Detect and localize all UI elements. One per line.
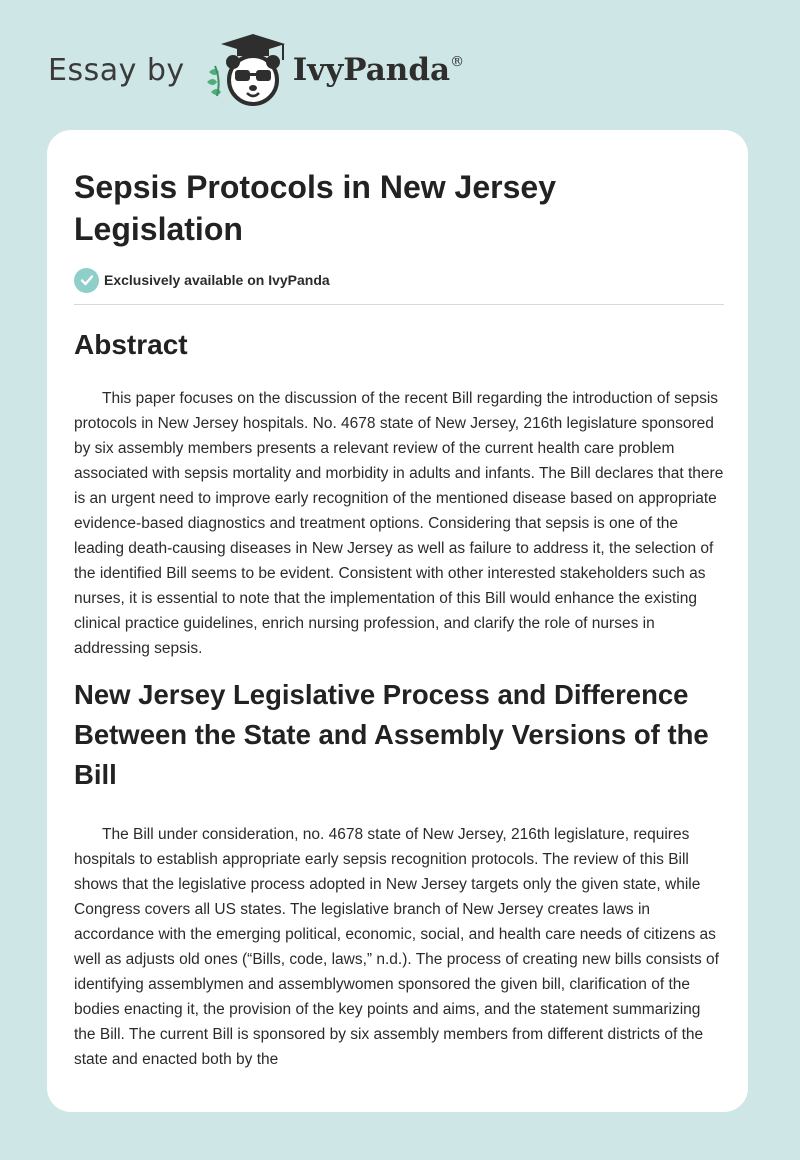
article-content [74,166,724,1072]
exclusive-label: Exclusively available on IvyPanda [104,272,330,288]
exclusive-badge [74,267,724,293]
title-divider [74,304,724,305]
section-paragraph: The Bill under consideration, no. 4678 state of New Jersey, 216th legislature, requires hospitals to establish appropriate early sepsis recognition protocols. The review of this Bill shows that the legislative process adopted in New Jersey targets only the given state, while Congress covers all US states. The legislative branch of New Jersey creates laws in accordance with the emerging political, economic, social, and health care needs of citizens as well as adjusts old ones (“Bills, code, laws,” n.d.). The process of creating new bills consists of identifying assemblymen and assemblywomen sponsored the given bill, clarification of the bodies enacting it, the provision of the key points and aims, and the statement summarizing the Bill. The current Bill is sponsored by six assembly members from different districts of the state and enacted both by the [74,826,719,1068]
site-header [48,30,464,110]
abstract-paragraph: This paper focuses on the discussion of the recent Bill regarding the introduction of sepsis protocols in New Jersey hospitals. No. 4678 state of New Jersey, 216th legislature sponsored by six assembly members presents a relevant review of the current health care problem associated with sepsis mortality and morbidity in adults and infants. The Bill declares that there is an urgent need to improve early recognition of the mentioned disease based on appropriate evidence-based diagnostics and treatment options. Considering that sepsis is one of the leading death-causing diseases in New Jersey as well as failure to address it, the selection of the identified Bill seems to be evident. Consistent with other interested stakeholders such as nurses, it is essential to note that the implementation of this Bill would enhance the existing clinical practice guidelines, enrich nursing profession, and clarify the role of nurses in addressing sepsis. [74,390,724,657]
article-title: Sepsis Protocols in New Jersey Legislation [74,169,556,247]
brand-text: IvyPanda [292,52,451,88]
brand-name[interactable] [293,52,464,88]
check-icon [74,268,99,293]
registered-mark: ® [450,54,465,70]
article-card [47,130,748,1112]
panda-logo-icon[interactable] [199,30,289,110]
section-heading: New Jersey Legislative Process and Difference Between the State and Assembly Versions of the Bill [74,679,709,790]
abstract-heading: Abstract [74,329,188,360]
essay-by-label: Essay by [48,52,185,88]
